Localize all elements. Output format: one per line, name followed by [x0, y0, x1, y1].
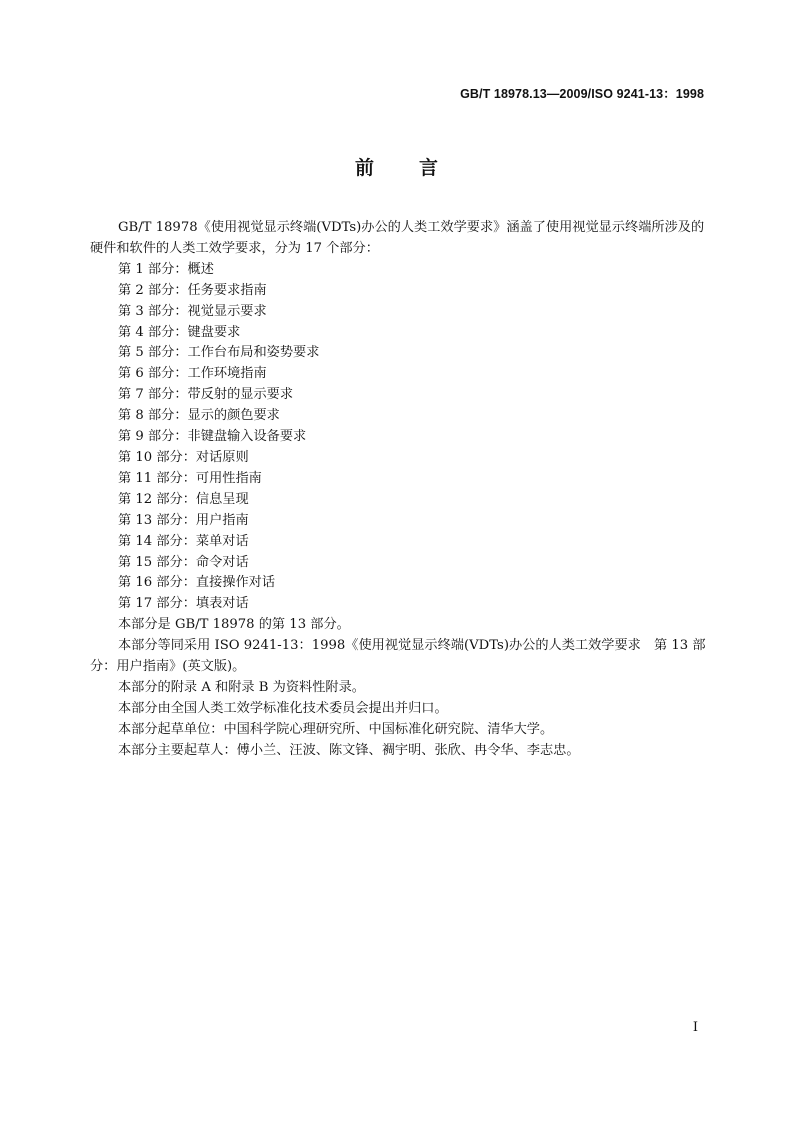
page-number: I	[692, 1020, 698, 1035]
list-item: 第 9 部分：非键盘输入设备要求	[118, 429, 307, 445]
title-char-1: 前	[354, 157, 375, 179]
list-item: 第 15 部分：命令对话	[118, 554, 249, 570]
list-item: 第 4 部分：键盘要求	[118, 324, 241, 340]
list-item: 第 1 部分：概述	[118, 261, 214, 277]
list-item: 第 3 部分：视觉显示要求	[118, 303, 267, 319]
list-item: 第 7 部分：带反射的显示要求	[118, 387, 294, 403]
drafting-units-statement: 本部分起草单位：中国科学院心理研究所、中国标准化研究院、清华大学。	[118, 721, 554, 737]
title-char-2: 言	[419, 157, 440, 179]
list-item: 第 13 部分：用户指南	[118, 512, 249, 528]
adoption-statement: 本部分等同采用 ISO 9241-13：1998《使用视觉显示终端(VDTs)办公的人类工效学要求 第 13 部分：用户指南》(英文版)。	[90, 638, 706, 675]
this-part-statement: 本部分是 GB/T 18978 的第 13 部分。	[118, 617, 350, 633]
list-item: 第 6 部分：工作环境指南	[118, 366, 267, 382]
page-title	[0, 153, 794, 180]
list-item: 第 8 部分：显示的颜色要求	[118, 408, 280, 424]
list-item: 第 17 部分：填表对话	[118, 596, 249, 612]
foreword-body	[90, 218, 706, 762]
list-item: 第 5 部分：工作台布局和姿势要求	[118, 345, 320, 361]
list-item: 第 16 部分：直接操作对话	[118, 575, 276, 591]
parts-list	[90, 260, 706, 615]
list-item: 第 12 部分：信息呈现	[118, 491, 249, 507]
list-item: 第 10 部分：对话原则	[118, 449, 249, 465]
annexes-statement: 本部分的附录 A 和附录 B 为资料性附录。	[118, 679, 365, 695]
drafters-statement: 本部分主要起草人：傅小兰、汪波、陈文锋、裯宇明、张欣、冉令华、李志忠。	[118, 742, 580, 758]
standard-code-header: GB/T 18978.13—2009/ISO 9241-13：1998	[460, 87, 704, 101]
proposer-statement: 本部分由全国人类工效学标准化技术委员会提出并归口。	[118, 700, 448, 716]
list-item: 第 11 部分：可用性指南	[118, 470, 262, 486]
intro-paragraph: GB/T 18978《使用视觉显示终端(VDTs)办公的人类工效学要求》涵盖了使用视觉显示终端所涉及的硬件和软件的人类工效学要求，分为 17 个部分：	[90, 220, 705, 256]
list-item: 第 2 部分：任务要求指南	[118, 282, 267, 298]
list-item: 第 14 部分：菜单对话	[118, 533, 249, 549]
